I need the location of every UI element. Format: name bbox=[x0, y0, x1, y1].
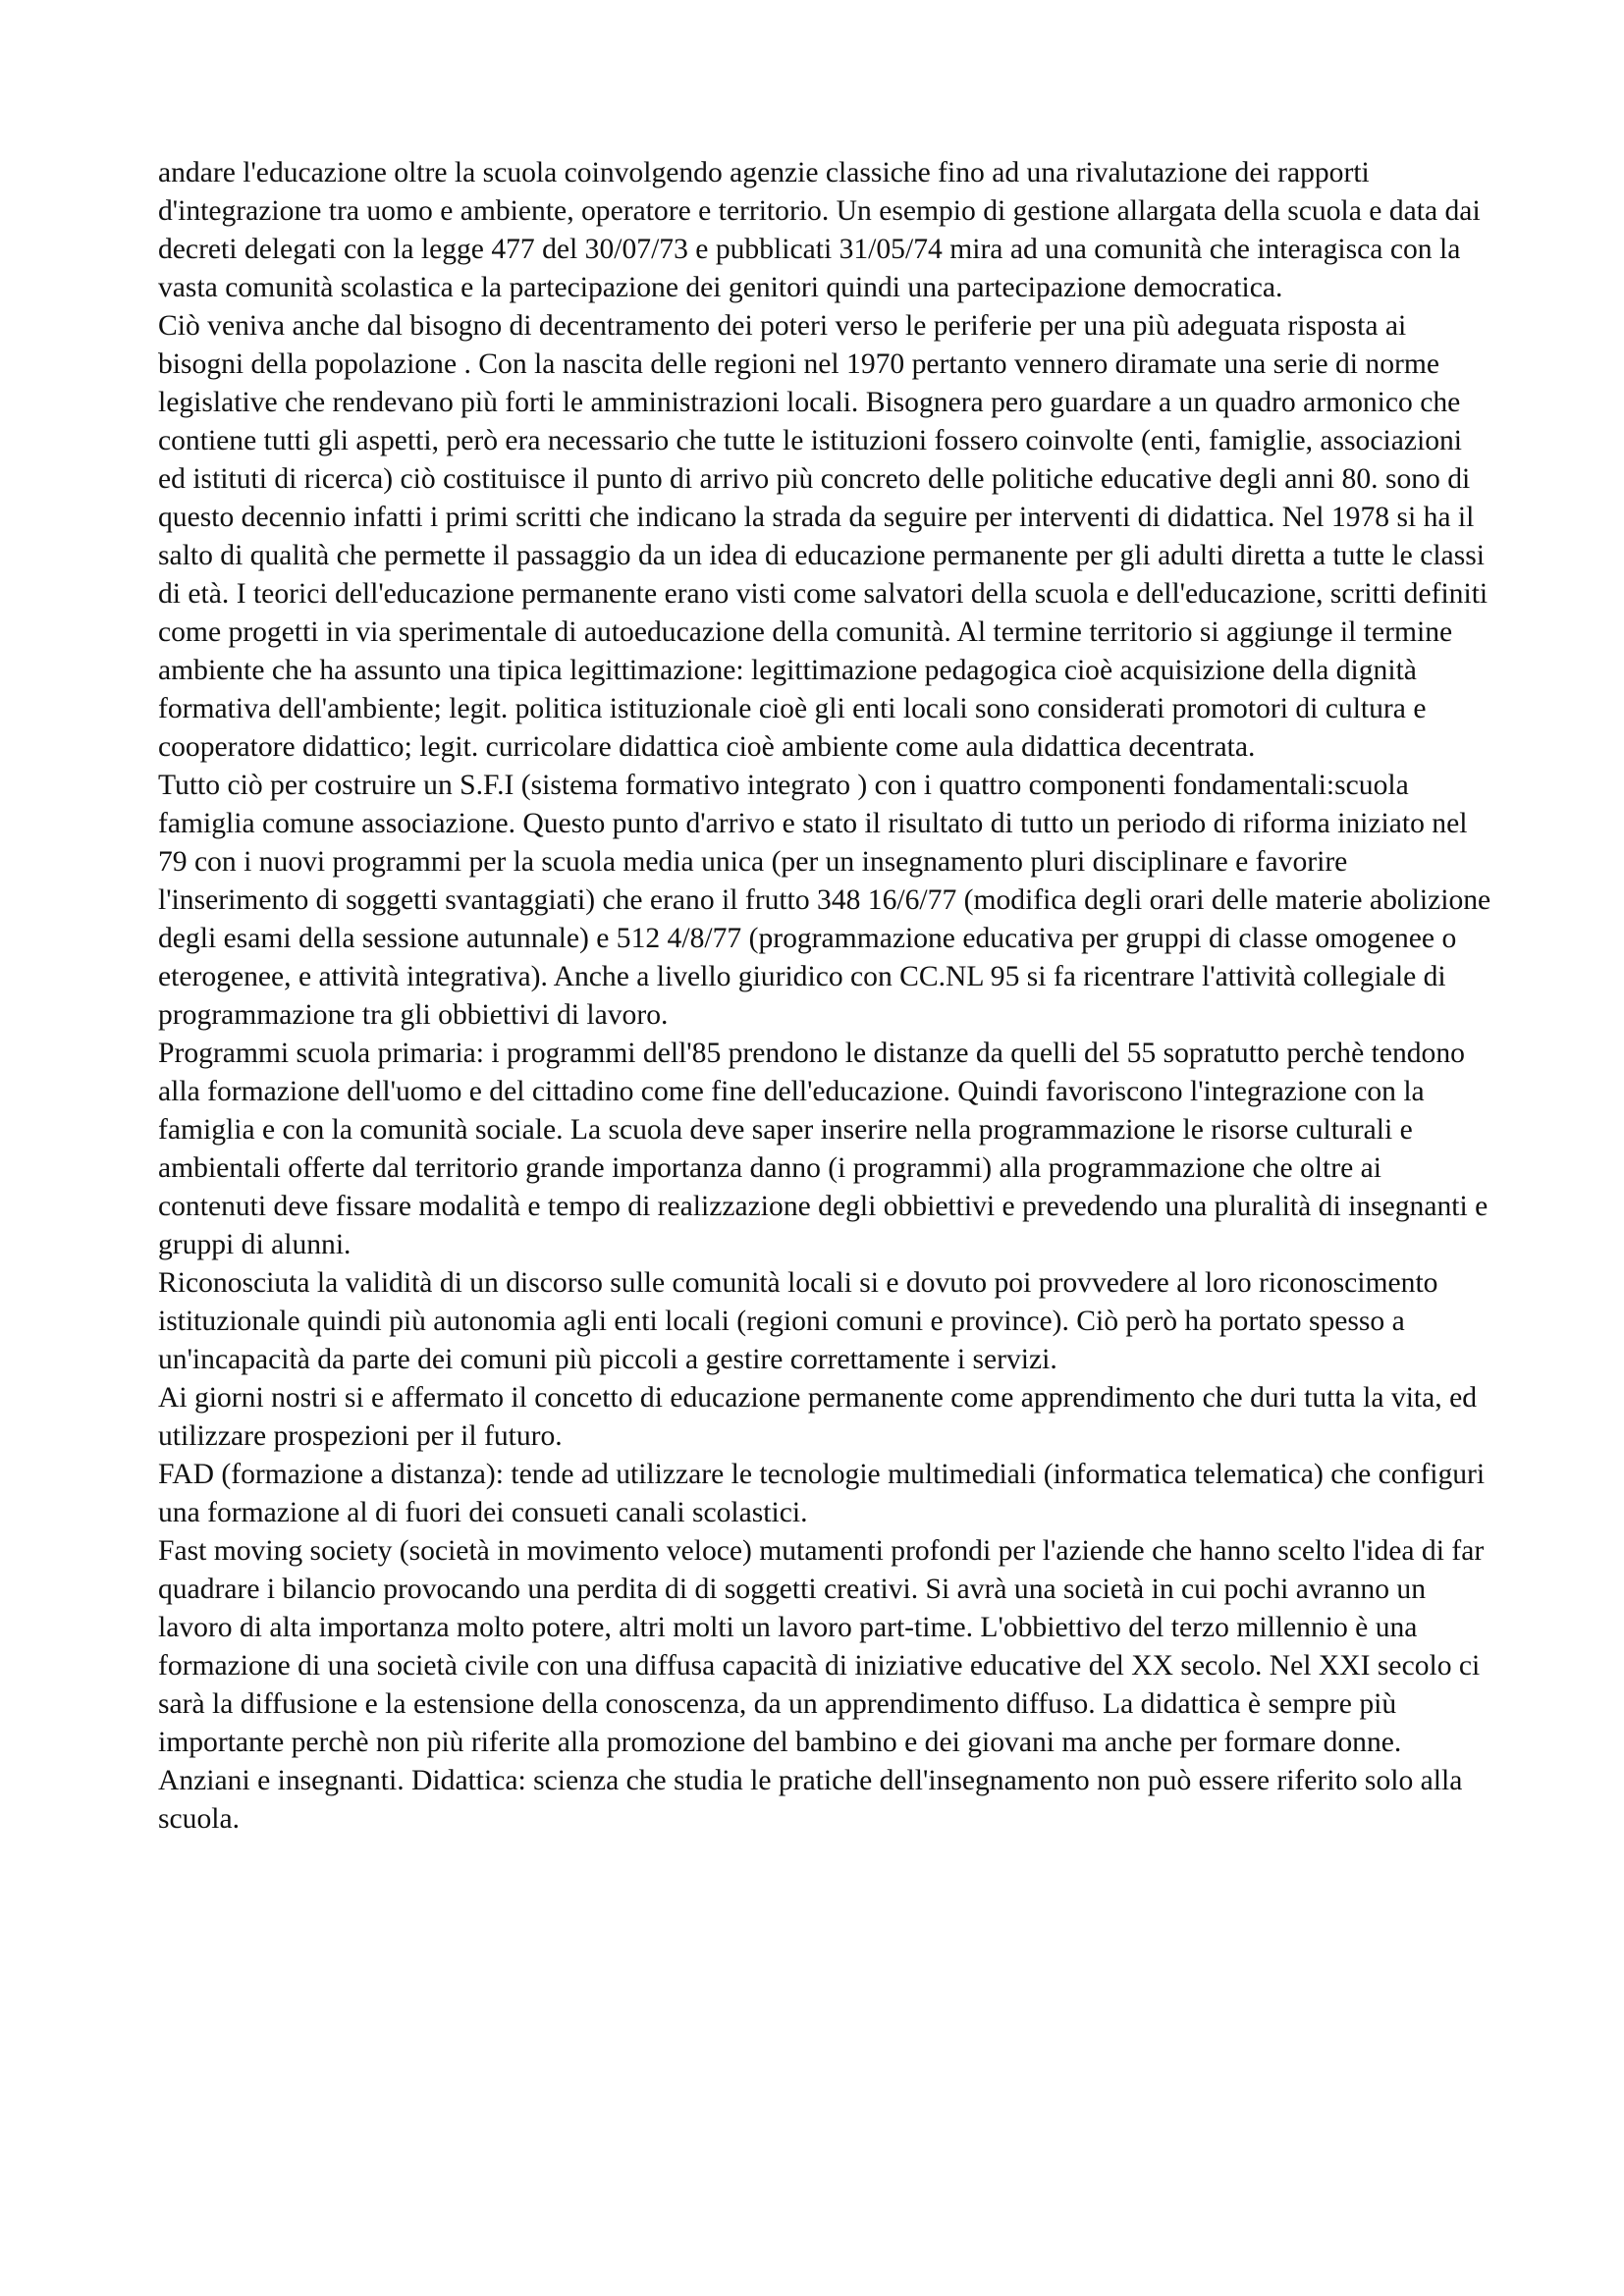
paragraph-decentramento: Ciò veniva anche dal bisogno di decentramento dei poteri verso le periferie per una più adeguata risposta ai bisogni della popolazione . Con la nascita delle regioni nel 1970 pertanto vennero diramate una serie di norme legislative che rendevano più forti le amministrazioni locali. Bisognera pero guardare a un quadro armonico che contiene tutti gli aspetti, però era necessario che tutte le istituzioni fossero coinvolte (enti, famiglie, associazioni ed istituti di ricerca) ciò costituisce il punto di arrivo più concreto delle politiche educative degli anni 80. sono di questo decennio infatti i primi scritti che indicano la strada da seguire per interventi di didattica. Nel 1978 si ha il salto di qualità che permette il passaggio da un idea di educazione permanente per gli adulti diretta a tutte le classi di età. I teorici dell'educazione permanente erano visti come salvatori della scuola e dell'educazione, scritti definiti come progetti in via sperimentale di autoeducazione della comunità. Al termine territorio si aggiunge il termine ambiente che ha assunto una tipica legittimazione: legittimazione pedagogica cioè acquisizione della dignità formativa dell'ambiente; legit. politica istituzionale cioè gli enti locali sono considerati promotori di cultura e cooperatore didattico; legit. curricolare didattica cioè ambiente come aula didattica decentrata. bbox=[158, 310, 1489, 763]
paragraph-fast-moving-society: Fast moving society (società in movimento veloce) mutamenti profondi per l'aziende che hanno scelto l'idea di far quadrare i bilancio provocando una perdita di di soggetti creativi. Si avrà una società in cui pochi avranno un lavoro di alta importanza molto potere, altri molti un lavoro part-time. L'obbiettivo del terzo millennio è una formazione di una società civile con una diffusa capacità di iniziative educative del XX secolo. Nel XXI secolo ci sarà la diffusione e la estensione della conoscenza, da un apprendimento diffuso. La didattica è sempre più importante perchè non più riferite alla promozione del bambino e dei giovani ma anche per formare donne. Anziani e insegnanti. Didattica: scienza che studia le pratiche dell'insegnamento non può essere riferito solo alla scuola. bbox=[158, 1535, 1485, 1835]
document-body bbox=[158, 154, 1491, 1839]
paragraph-educazione-permanente: Ai giorni nostri si e affermato il concetto di educazione permanente come apprendimento che duri tutta la vita, ed utilizzare prospezioni per il futuro. bbox=[158, 1382, 1478, 1452]
paragraph-programmi-scuola-primaria: Programmi scuola primaria: i programmi dell'85 prendono le distanze da quelli del 55 sopratutto perchè tendono alla formazione dell'uomo e del cittadino come fine dell'educazione. Quindi favoriscono l'integrazione con la famiglia e con la comunità sociale. La scuola deve saper inserire nella programmazione le risorse culturali e ambientali offerte dal territorio grande importanza danno (i programmi) alla programmazione che oltre ai contenuti deve fissare modalità e tempo di realizzazione degli obbiettivi e prevedendo una pluralità di insegnanti e gruppi di alunni. bbox=[158, 1038, 1489, 1260]
paragraph-decreti-delegati: andare l'educazione oltre la scuola coinvolgendo agenzie classiche fino ad una rivalutazione dei rapporti d'integrazione tra uomo e ambiente, operatore e territorio. Un esempio di gestione allargata della scuola e data dai decreti delegati con la legge 477 del 30/07/73 e pubblicati 31/05/74 mira ad una comunità che interagisca con la vasta comunità scolastica e la partecipazione dei genitori quindi una partecipazione democratica. bbox=[158, 157, 1481, 303]
paragraph-comunita-locali: Riconosciuta la validità di un discorso sulle comunità locali si e dovuto poi provvedere al loro riconoscimento istituzionale quindi più autonomia agli enti locali (regioni comuni e province). Ciò però ha portato spesso a un'incapacità da parte dei comuni più piccoli a gestire correttamente i servizi. bbox=[158, 1267, 1438, 1375]
paragraph-fad: FAD (formazione a distanza): tende ad utilizzare le tecnologie multimediali (informatica telematica) che configuri una formazione al di fuori dei consueti canali scolastici. bbox=[158, 1459, 1486, 1528]
paragraph-sistema-formativo-integrato: Tutto ciò per costruire un S.F.I (sistema formativo integrato ) con i quattro componenti fondamentali:scuola famiglia comune associazione. Questo punto d'arrivo e stato il risultato di tutto un periodo di riforma iniziato nel 79 con i nuovi programmi per la scuola media unica (per un insegnamento pluri disciplinare e favorire l'inserimento di soggetti svantaggiati) che erano il frutto 348 16/6/77 (modifica degli orari delle materie abolizione degli esami della sessione autunnale) e 512 4/8/77 (programmazione educativa per gruppi di classe omogenee o eterogenee, e attività integrativa). Anche a livello giuridico con CC.NL 95 si fa ricentrare l'attività collegiale di programmazione tra gli obbiettivi di lavoro. bbox=[158, 770, 1491, 1031]
